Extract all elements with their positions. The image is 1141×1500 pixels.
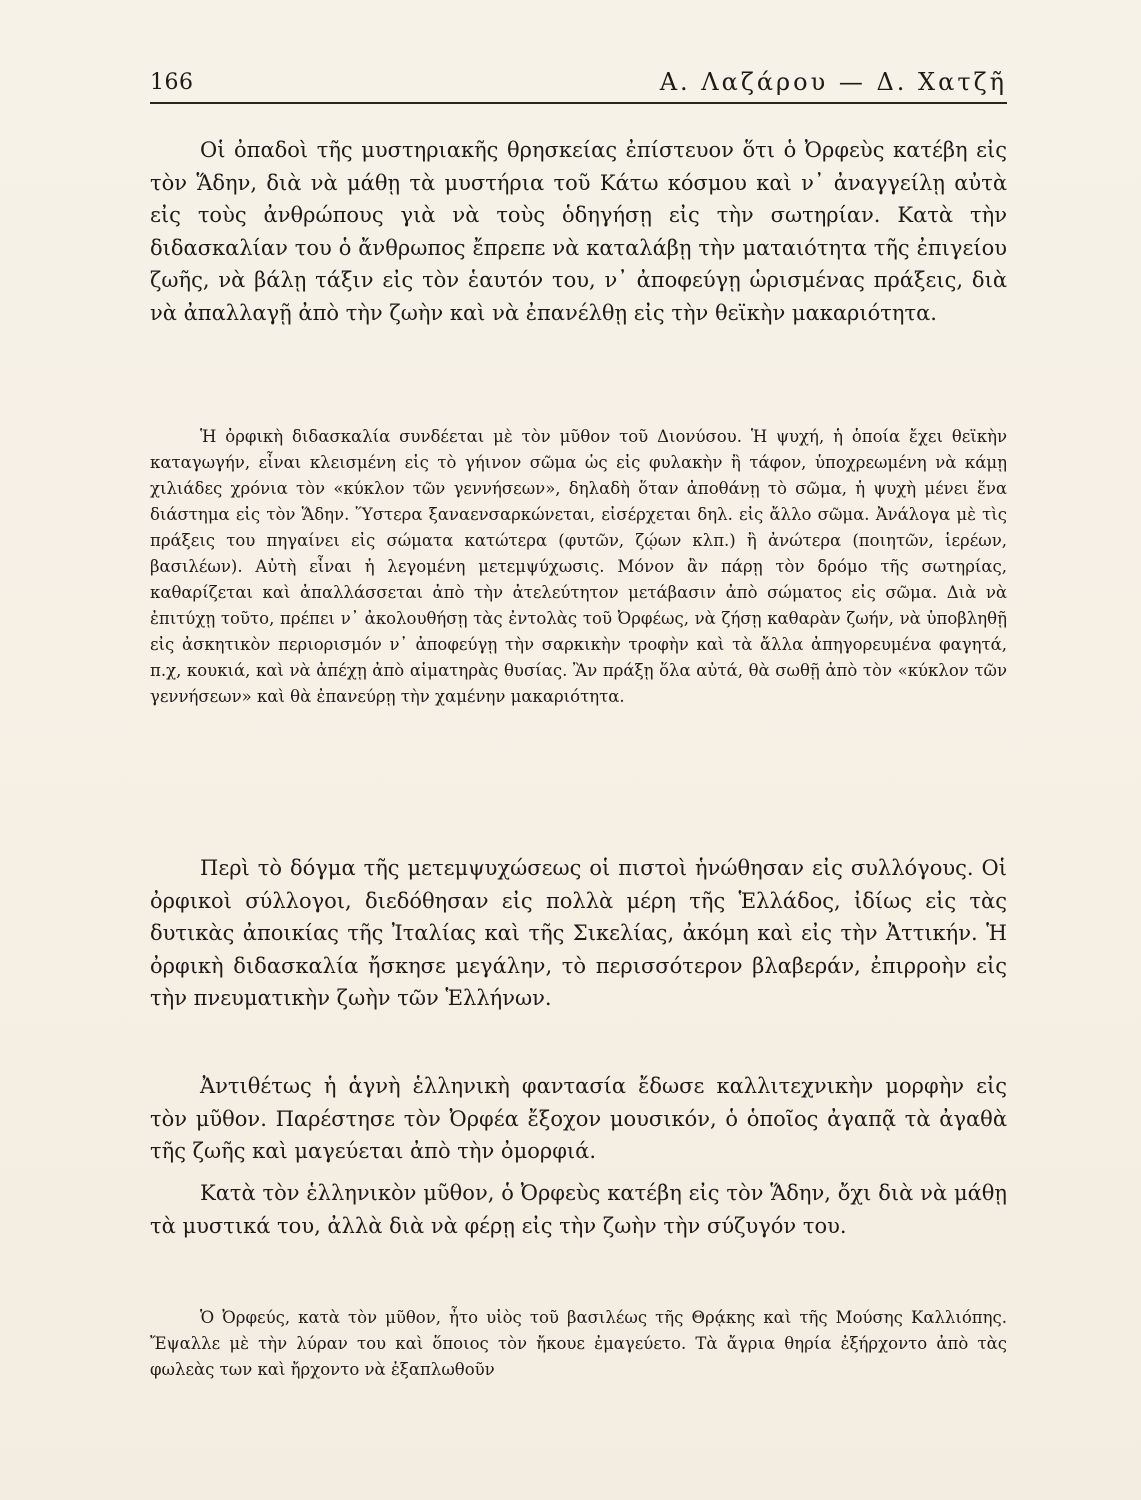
- running-head: Α. Λαζάρου — Δ. Χατζῆ: [659, 68, 1007, 96]
- body-paragraph: Ἀντιθέτως ἡ ἁγνὴ ἑλληνικὴ φαντασία ἔδωσε καλλιτεχνικὴν μορφὴν εἰς τὸν μῦθον. Παρέστησε τὸν Ὀρφέα ἔξοχον μουσικόν, ὁ ὁποῖος ἀγαπᾷ τὰ ἀγαθὰ τῆς ζωῆς καὶ μαγεύεται ἀπὸ τὴν ὀμορφιά.: [150, 1074, 1007, 1163]
- footnote-paragraph: Ἡ ὀρφικὴ διδασκαλία συνδέεται μὲ τὸν μῦθον τοῦ Διονύσου. Ἡ ψυχή, ἡ ὁποία ἔχει θεϊκὴν καταγωγήν, εἶναι κλεισμένη εἰς τὸ γήινον σῶμα ὡς εἰς φυλακὴν ἢ τάφον, ὑποχρεωμένη νὰ κάμῃ χιλιάδες χρόνια τὸν «κύκλον τῶν γεννήσεων», δηλαδὴ ὅταν ἀποθάνῃ τὸ σῶμα, ἡ ψυχὴ μένει ἕνα διάστημα εἰς τὸν Ἅδην. Ὕστερα ξαναενσαρκώνεται, εἰσέρχεται δηλ. εἰς ἄλλο σῶμα. Ἀνάλογα μὲ τὶς πράξεις του πηγαίνει εἰς σώματα κατώτερα (φυτῶν, ζῴων κλπ.) ἢ ἀνώτερα (ποιητῶν, ἱερέων, βασιλέων). Αὐτὴ εἶναι ἡ λεγομένη μετεμψύχωσις. Μόνον ἂν πάρῃ τὸν δρόμο τῆς σωτηρίας, καθαρίζεται καὶ ἀπαλλάσσεται ἀπὸ τὴν ἀτελεύτητον μετάβασιν ἀπὸ σώματος εἰς σῶμα. Διὰ νὰ ἐπιτύχῃ τοῦτο, πρέπει ν᾽ ἀκολουθήσῃ τὰς ἐντολὰς τοῦ Ὀρφέως, νὰ ζήσῃ καθαρὰν ζωήν, νὰ ὑποβληθῇ εἰς ἀσκητικὸν περιορισμόν ν᾽ ἀποφεύγῃ τὴν σαρκικὴν τροφὴν καὶ τὰ ἄλλα ἀπηγορευμένα φαγητά, π.χ, κουκιά, καὶ νὰ ἀπέχῃ ἀπὸ αἱματηρὰς θυσίας. Ἂν πράξῃ ὅλα αὐτά, θὰ σωθῇ ἀπὸ τὸν «κύκλον τῶν γεννήσεων» καὶ θὰ ἐπανεύρῃ τὴν χαμένην μακαριότητα.: [150, 427, 1007, 706]
- footnote-paragraph: Ὁ Ὀρφεύς, κατὰ τὸν μῦθον, ἦτο υἱὸς τοῦ βασιλέως τῆς Θρᾴκης καὶ τῆς Μούσης Καλλιόπης. Ἔψαλλε μὲ τὴν λύραν του καὶ ὅποιος τὸν ἤκουε ἐμαγεύετο. Τὰ ἄγρια θηρία ἐξήρχοντο ἀπὸ τὰς φωλεὰς των καὶ ἤρχοντο νὰ ἐξαπλωθοῦν: [150, 1308, 1007, 1379]
- body-paragraph: Κατὰ τὸν ἑλληνικὸν μῦθον, ὁ Ὀρφεὺς κατέβη εἰς τὸν Ἅδην, ὄχι διὰ νὰ μάθῃ τὰ μυστικά του, ἀλλὰ διὰ νὰ φέρῃ εἰς τὴν ζωὴν τὴν σύζυγόν του.: [150, 1181, 1007, 1238]
- page-number: 166: [150, 70, 194, 95]
- page-header: [150, 62, 1007, 104]
- body-paragraph: Περὶ τὸ δόγμα τῆς μετεμψυχώσεως οἱ πιστοὶ ἡνώθησαν εἰς συλλόγους. Οἱ ὀρφικοὶ σύλλογοι, διεδόθησαν εἰς πολλὰ μέρη τῆς Ἑλλάδος, ἰδίως εἰς τὰς δυτικὰς ἀποικίας τῆς Ἰταλίας καὶ τῆς Σικελίας, ἀκόμη καὶ εἰς τὴν Ἀττικήν. Ἡ ὀρφικὴ διδασκαλία ἤσκησε μεγάλην, τὸ περισσότερον βλαβεράν, ἐπιρροὴν εἰς τὴν πνευματικὴν ζωὴν τῶν Ἑλλήνων.: [150, 856, 1007, 1010]
- body-paragraph: Οἱ ὀπαδοὶ τῆς μυστηριακῆς θρησκείας ἐπίστευον ὅτι ὁ Ὀρφεὺς κατέβη εἰς τὸν Ἅδην, διὰ νὰ μάθῃ τὰ μυστήρια τοῦ Κάτω κόσμου καὶ ν᾽ ἀναγγείλῃ αὐτὰ εἰς τοὺς ἀνθρώπους γιὰ νὰ τοὺς ὁδηγήσῃ εἰς τὴν σωτηρίαν. Κατὰ τὴν διδασκαλίαν του ὁ ἄνθρωπος ἔπρεπε νὰ καταλάβῃ τὴν ματαιότητα τῆς ἐπιγείου ζωῆς, νὰ βάλῃ τάξιν εἰς τὸν ἑαυτόν του, ν᾽ ἀποφεύγῃ ὡρισμένας πράξεις, διὰ νὰ ἀπαλλαγῇ ἀπὸ τὴν ζωὴν καὶ νὰ ἐπανέλθῃ εἰς τὴν θεϊκὴν μακαριότητα.: [150, 138, 1007, 325]
